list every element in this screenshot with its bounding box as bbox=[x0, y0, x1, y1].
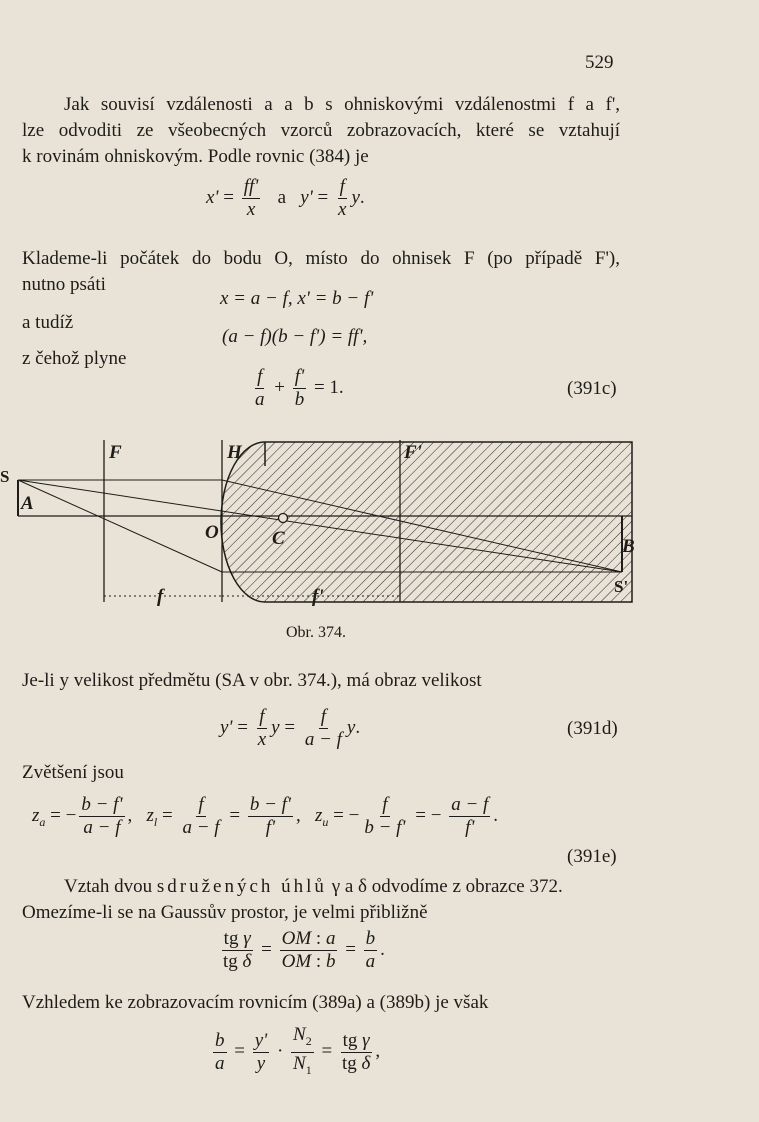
paragraph-4-line-1 bbox=[64, 874, 563, 900]
equation-391c: $\frac{f}{a}$ + $\frac{f'}{b}$ = 1. bbox=[255, 366, 344, 410]
paragraph-1-line-3: k rovinám ohniskovým. Podle rovnic (384) je bbox=[22, 146, 369, 167]
equation-and: a bbox=[277, 186, 287, 208]
label-F-prime: F' bbox=[404, 442, 422, 463]
figure-374 bbox=[0, 430, 759, 630]
label-H: H bbox=[227, 442, 242, 463]
centre-point-C bbox=[279, 514, 288, 523]
paragraph-3: Je-li y velikost předmětu (SA v obr. 374.), má obraz velikost bbox=[22, 670, 482, 691]
label-C: C bbox=[272, 528, 285, 549]
paragraph-4-line-2: Omezíme-li se na Gaussův prostor, je velmi přibližně bbox=[22, 902, 428, 923]
label-f: f bbox=[157, 586, 164, 607]
paragraph-1-line-2: lze odvoditi ze všeobecných vzorců zobrazovacích, které se vztahují bbox=[22, 120, 620, 141]
equation-product: (a − f)(b − f') = ff', bbox=[222, 326, 368, 347]
page-number: 529 bbox=[585, 52, 614, 73]
label-O: O bbox=[205, 522, 219, 543]
label-A: A bbox=[21, 493, 34, 514]
paragraph-4-text-b: γ a δ odvodíme z obrazce 372. bbox=[331, 876, 563, 897]
equation-391d-number: (391d) bbox=[567, 718, 618, 739]
paragraph-2-line-2: nutno psáti bbox=[22, 274, 106, 295]
paragraph-4-spaced-term: sdružených úhlů bbox=[156, 876, 327, 897]
label-f-prime: f' bbox=[312, 586, 324, 607]
equation-focal: x' = $\frac{ff'}{x}$ a y' = $\frac{f}{x}$ y. bbox=[206, 176, 365, 220]
label-S-prime: S' bbox=[614, 577, 629, 596]
equation-391c-number: (391c) bbox=[567, 378, 617, 399]
figure-caption: Obr. 374. bbox=[286, 624, 346, 641]
paragraph-5: Vzhledem ke zobrazovacím rovnicím (389a) a (389b) je však bbox=[22, 992, 489, 1013]
label-z-cehoz-plyne: z čehož plyne bbox=[22, 348, 127, 369]
paragraph-4-text-a: Vztah dvou bbox=[64, 876, 153, 897]
equation-x: x = a − f, x' = b − f' bbox=[220, 288, 374, 309]
label-F: F bbox=[109, 442, 122, 463]
label-S: S bbox=[0, 467, 10, 486]
equation-391d: y' = $\frac{f}{x}$ y = $\frac{f}{a - f}$ y. bbox=[220, 706, 361, 750]
equation-tangent-ratio: $\frac{\text{tg γ}}{\text{tg δ}}$ = $\frac{OM : a}{OM : b}$ = $\frac{b}{a}$ . bbox=[223, 928, 385, 972]
paragraph-2-line-1: Klademe-li počátek do bodu O, místo do ohnisek F (po případě F'), bbox=[22, 248, 620, 269]
label-zvetseni: Zvětšení jsou bbox=[22, 762, 124, 783]
equation-391c-rhs: = 1. bbox=[313, 376, 344, 398]
equation-391e-number: (391e) bbox=[567, 846, 617, 867]
equation-final: $\frac{b}{a}$ = $\frac{y'}{y}$ · $\frac{N_2}{N_1}$ = $\frac{\text{tg γ}}{\text{tg δ}}$ , bbox=[215, 1024, 381, 1077]
paragraph-1-line-1: Jak souvisí vzdálenosti a a b s ohniskovými vzdálenostmi f a f', bbox=[64, 94, 620, 115]
label-a-tudiz: a tudíž bbox=[22, 312, 74, 333]
equation-391e: $z_a$ = − $\frac{b - f'}{a - f}$ , $z_l$ = $\frac{f}{a - f}$ = $\frac{b - f'}{f'}$ , $z_u$ = − $\frac{f}{b - f'}$ = − $\frac{a - f}{f'}$ . bbox=[32, 794, 499, 838]
label-B: B bbox=[622, 536, 635, 557]
